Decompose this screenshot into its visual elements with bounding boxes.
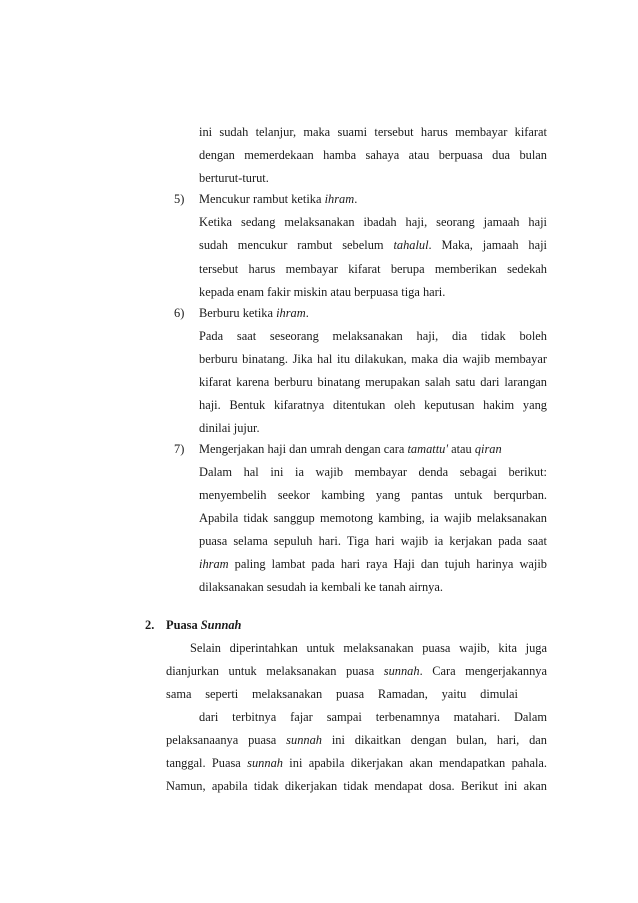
title-text: Berburu ketika — [199, 306, 277, 320]
section-number: 2. — [145, 618, 155, 632]
paragraph-line: Namun, apabila tidak dikerjakan tidak mendapat dosa. Berikut ini akan — [166, 779, 547, 793]
paragraph-line: puasa selama sepuluh hari. Tiga hari wajib ia kerjakan pada saat — [199, 534, 547, 548]
title-text: Mengerjakan haji dan umrah dengan cara — [199, 442, 408, 456]
paragraph-line: ihram paling lambat pada hari raya Haji dan tujuh harinya wajib — [199, 557, 547, 571]
heading-italic: Sunnah — [200, 618, 242, 632]
paragraph-line: dari terbitnya fajar sampai terbenamnya matahari. Dalam — [199, 710, 547, 724]
title-italic: ihram — [276, 306, 306, 320]
list-number: 5) — [174, 192, 185, 206]
title-italic: tamattu' — [407, 442, 448, 456]
paragraph-line: kifarat karena berburu binatang merupakan salah satu dari larangan — [199, 375, 547, 389]
paragraph-line: tersebut harus membayar kifarat berupa memberikan sedekah — [199, 262, 547, 276]
italic-term: sunnah — [383, 664, 420, 678]
paragraph-line: Selain diperintahkan untuk melaksanakan puasa wajib, kita juga — [190, 641, 547, 655]
paragraph-line: dianjurkan untuk melaksanakan puasa sunnah. Cara mengerjakannya — [166, 664, 547, 678]
paragraph-line: dinilai jujur. — [199, 421, 260, 435]
paragraph-line: Pada saat seseorang melaksanakan haji, dia tidak boleh — [199, 329, 547, 343]
title-text: . — [305, 306, 309, 320]
paragraph-line: sudah mencukur rambut sebelum tahalul. Maka, jamaah haji — [199, 238, 547, 252]
paragraph-line: berturut-turut. — [199, 171, 269, 185]
heading-text: Puasa — [166, 618, 201, 632]
paragraph-line: pelaksanaanya puasa sunnah ini dikaitkan dengan bulan, hari, dan — [166, 733, 547, 747]
paragraph-line: sama seperti melaksanakan puasa Ramadan, yaitu dimulai — [166, 687, 518, 701]
italic-term: sunnah — [247, 756, 283, 770]
title-text: . — [354, 192, 358, 206]
paragraph-line: kepada enam fakir miskin atau berpuasa tiga hari. — [199, 285, 446, 299]
paragraph-line: Ketika sedang melaksanakan ibadah haji, seorang jamaah haji — [199, 215, 547, 229]
list-number: 6) — [174, 306, 185, 320]
italic-term: tahalul — [393, 238, 429, 252]
paragraph-line: Apabila tidak sanggup memotong kambing, ia wajib melaksanakan — [199, 511, 547, 525]
list-item-title — [199, 441, 502, 457]
paragraph-line: tanggal. Puasa sunnah ini apabila dikerjakan akan mendapatkan pahala. — [166, 756, 548, 770]
italic-term: sunnah — [286, 733, 322, 747]
section-heading — [166, 617, 241, 633]
paragraph-line: menyembelih seekor kambing yang pantas untuk berqurban. — [199, 488, 547, 502]
paragraph-line: dilaksanakan sesudah ia kembali ke tanah airnya. — [199, 580, 443, 594]
title-text: atau — [448, 442, 475, 456]
title-italic: qiran — [474, 442, 502, 456]
paragraph-line: haji. Bentuk kifaratnya ditentukan oleh keputusan hakim yang — [199, 398, 547, 412]
title-italic: ihram — [324, 192, 355, 206]
list-item-title — [199, 305, 309, 321]
list-item-title — [199, 191, 357, 207]
list-number: 7) — [174, 442, 185, 456]
italic-term: ihram — [199, 557, 229, 571]
paragraph-line: berburu binatang. Jika hal itu dilakukan, maka dia wajib membayar — [199, 352, 547, 366]
paragraph-line: dengan memerdekaan hamba sahaya atau berpuasa dua bulan — [199, 148, 547, 162]
paragraph-line: Dalam hal ini ia wajib membayar denda sebagai berikut: — [199, 465, 547, 479]
paragraph-line: ini sudah telanjur, maka suami tersebut harus membayar kifarat — [199, 125, 547, 139]
title-text: Mencukur rambut ketika — [199, 192, 325, 206]
